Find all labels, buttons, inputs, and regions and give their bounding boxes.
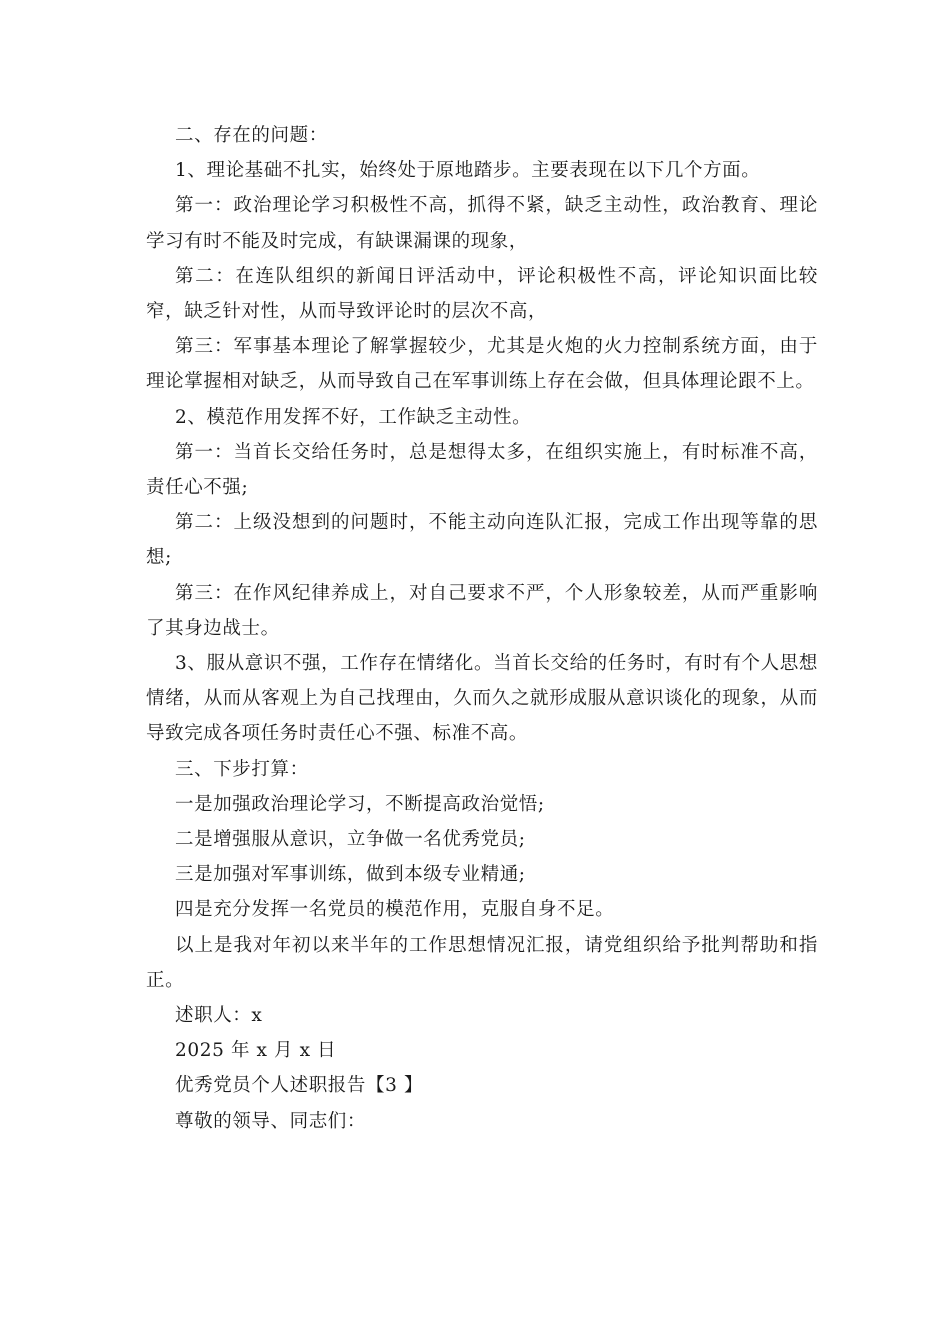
document-body [146, 118, 818, 1139]
report-title: 优秀党员个人述职报告【3 】 [175, 1075, 424, 1097]
section-heading-next-steps: 三、下步打算： [175, 758, 309, 780]
paragraph: 二是增强服从意识，立争做一名优秀党员; [175, 829, 526, 851]
paragraph: 3、服从意识不强，工作存在情绪化。当首长交给的任务时，有时有个人思想情绪，从而从客观上为自己找理由，久而久之就形成服从意识谈化的现象，从而导致完成各项任务时责任心不强、标准不高。 [146, 653, 818, 745]
date-line: 2025 年 x 月 x 日 [175, 1040, 337, 1062]
paragraph: 一是加强政治理论学习，不断提高政治觉悟; [175, 793, 545, 815]
paragraph: 第二：在连队组织的新闻日评活动中，评论积极性不高，评论知识面比较窄，缺乏针对性，从而导致评论时的层次不高， [146, 265, 818, 323]
paragraph: 1、理论基础不扎实，始终处于原地踏步。主要表现在以下几个方面。 [175, 160, 761, 182]
paragraph: 以上是我对年初以来半年的工作思想情况汇报，请党组织给予批判帮助和指正。 [146, 934, 818, 991]
salutation: 尊敬的领导、同志们： [175, 1110, 367, 1132]
paragraph: 第二：上级没想到的问题时，不能主动向连队汇报，完成工作出现等靠的思想; [146, 512, 818, 569]
paragraph: 三是加强对军事训练，做到本级专业精通; [175, 864, 526, 886]
paragraph: 四是充分发挥一名党员的模范作用，克服自身不足。 [175, 899, 615, 921]
paragraph: 第三：在作风纪律养成上，对自己要求不严，个人形象较差，从而严重影响了其身边战士。 [146, 582, 818, 639]
section-heading-problems: 二、存在的问题： [175, 125, 328, 146]
paragraph: 第三：军事基本理论了解掌握较少，尤其是火炮的火力控制系统方面，由于理论掌握相对缺乏，从而导致自己在军事训练上存在会做，但具体理论跟不上。 [146, 336, 818, 393]
paragraph: 2、模范作用发挥不好，工作缺乏主动性。 [175, 406, 532, 428]
signature-line: 述职人：x [175, 1005, 263, 1027]
paragraph: 第一：当首长交给任务时，总是想得太多，在组织实施上，有时标准不高，责任心不强; [146, 441, 818, 499]
paragraph: 第一：政治理论学习积极性不高，抓得不紧，缺乏主动性，政治教育、理论学习有时不能及时完成，有缺课漏课的现象， [146, 195, 818, 252]
